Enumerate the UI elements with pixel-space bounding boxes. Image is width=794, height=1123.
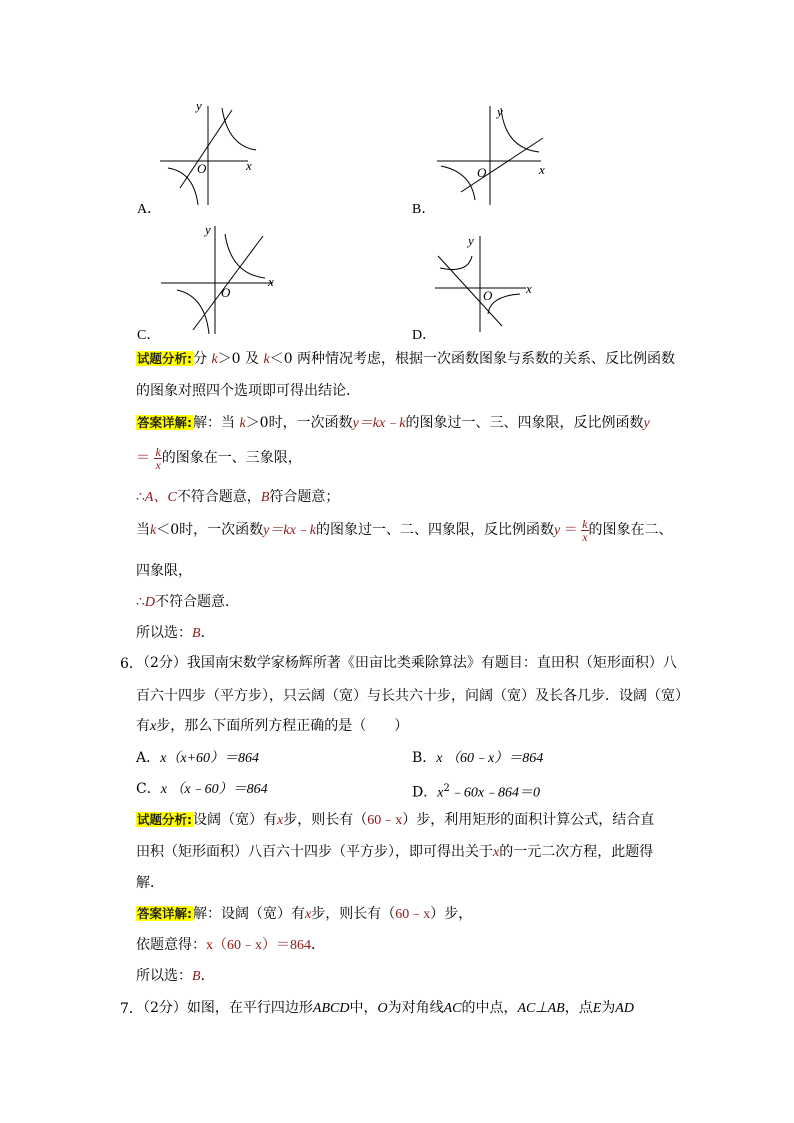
question-7-number: 7． (120, 1001, 143, 1017)
analysis-tag: 试题分析: (137, 351, 192, 366)
q6-option-c: C．x （x﹣60）＝864 (136, 781, 268, 797)
q7-stem-line-1: （2分）如图，在平行四边形ABCD中，O为对角线AC的中点，AC⊥AB，点E为AD (136, 1000, 634, 1016)
line-graph (461, 138, 543, 192)
x-axis-label: x (526, 281, 532, 296)
graph-a-label: A． (137, 202, 162, 217)
q5-answer-line-5: 四象限， (136, 563, 192, 579)
y-axis-label: y (205, 222, 211, 237)
hyperbola-branch-2 (177, 290, 209, 334)
q6-stem-line-2: 百六十四步（平方步），只云阔（宽）与长共六十步，问阔（宽）及长各几步．设阔（宽） (136, 688, 689, 704)
hyperbola-branch-2 (168, 168, 198, 205)
answer-tag: 答案详解: (137, 906, 192, 921)
x-axis-label: x (268, 274, 274, 289)
hyperbola-branch-1 (222, 108, 256, 150)
q5-answer-line-3: ∴A、C不符合题意，B符合题意； (136, 489, 340, 505)
graph-c-label: C． (137, 328, 161, 343)
origin-label: O (477, 165, 487, 180)
q6-answer-line-1: 答案详解:解：设阔（宽）有x步，则长有（60﹣x）步， (137, 906, 473, 922)
q5-analysis-line-1: 试题分析:分 k＞0 及 k＜0 两种情况考虑，根据一次函数图象与系数的关系、反比例函数 (137, 351, 676, 367)
graph-b-label: B． (412, 202, 436, 217)
graph-a (150, 100, 270, 205)
answer-tag: 答案详解: (137, 415, 192, 430)
q6-analysis-line-2: 田积（矩形面积）八百六十四步（平方步），即可得出关于x的一元二次方程，此题得 (136, 844, 654, 860)
q6-answer-line-3: 所以选：B． (136, 968, 215, 984)
q5-answer-line-4: 当k＜0时，一次函数y＝kx﹣k的图象过一、二、四象限，反比例函数y ＝ $\frac{k}{x}$ 的图象在二、 (136, 516, 673, 544)
x-axis-label: x (539, 162, 545, 177)
x-axis-label: x (246, 158, 252, 173)
origin-label: O (483, 288, 493, 303)
q6-analysis-line-1: 试题分析:设阔（宽）有x步，则长有（60﹣x）步，利用矩形的面积计算公式，结合直 (137, 812, 655, 828)
q5-answer-line-7: 所以选：B． (136, 625, 215, 641)
hyperbola-branch-1 (501, 108, 539, 152)
y-axis-label: y (196, 100, 202, 113)
graph-d (432, 232, 537, 334)
q6-answer-line-2: 依题意得：x（60﹣x）＝864． (136, 937, 325, 953)
q5-answer-line-1: 答案详解:解：当 k＞0时，一次函数y＝kx﹣k的图象过一、三、四象限，反比例函数y (137, 415, 650, 431)
q6-stem-line-1: （2分）我国南宋数学家杨辉所著《田亩比类乘除算法》有题目：直田积（矩形面积）八 (136, 655, 677, 671)
origin-label: O (221, 285, 231, 300)
hyperbola-branch-2 (441, 166, 475, 200)
question-6-number: 6． (120, 656, 143, 672)
q6-stem-line-3: 有x步，那么下面所列方程正确的是（ ） (136, 718, 409, 734)
origin-label: O (197, 161, 207, 176)
q6-option-b: B．x （60﹣x）＝864 (412, 750, 544, 766)
analysis-tag: 试题分析: (137, 812, 192, 827)
fraction-k-over-x: $\frac{k}{x}$ (155, 444, 161, 472)
graph-c (155, 222, 280, 337)
q6-option-d: D．$x^2﹣60x﹣864=0$ (412, 783, 541, 801)
q6-option-a: A．x（x+60）＝864 (136, 750, 259, 766)
graph-b (433, 100, 553, 205)
hyperbola-branch-2 (488, 294, 520, 314)
y-axis-label: y (497, 104, 503, 119)
y-axis-label: y (468, 233, 474, 248)
line-graph (180, 110, 232, 188)
line-graph (438, 256, 502, 326)
graph-d-label: D． (412, 328, 437, 343)
q5-answer-line-6: ∴D不符合题意． (136, 594, 240, 610)
fraction-k-over-x: $\frac{k}{x}$ (582, 516, 588, 544)
q5-answer-line-2: ＝ $\frac{k}{x}$ 的图象在一、三象限， (136, 444, 302, 472)
q5-analysis-line-2: 的图象对照四个选项即可得出结论． (136, 383, 360, 399)
q6-analysis-line-3: 解． (136, 875, 164, 891)
